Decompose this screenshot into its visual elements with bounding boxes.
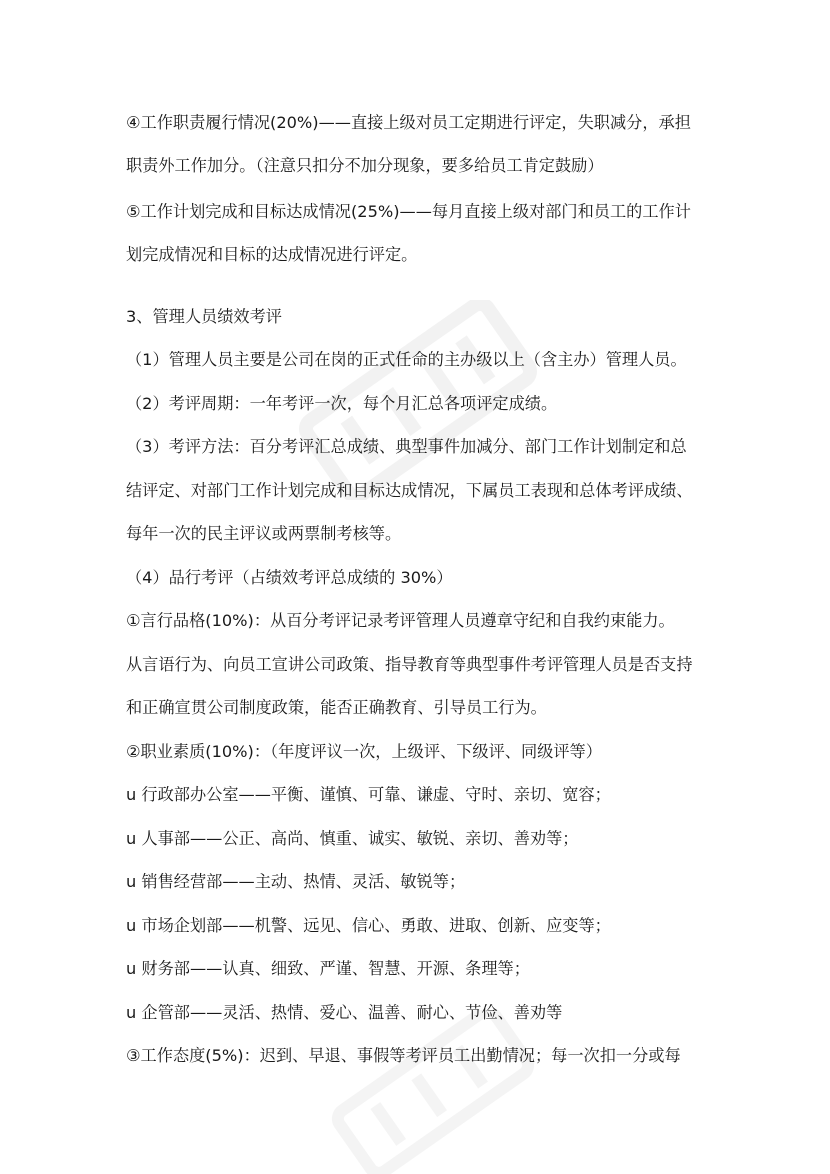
body-text-line: ③工作态度(5%)：迟到、早退、事假等考评员工出勤情况；每一次扣一分或每 xyxy=(126,1046,681,1065)
list-item: u 财务部——认真、细致、严谨、智慧、开源、条理等； xyxy=(126,959,530,978)
watermark-icon xyxy=(318,1010,548,1174)
body-text-line: （3）考评方法：百分考评汇总成绩、典型事件加减分、部门工作计划制定和总 xyxy=(126,437,687,456)
list-item: u 市场企划部——机警、远见、信心、勇敢、进取、创新、应变等； xyxy=(126,916,611,935)
body-text-line: ⑤工作计划完成和目标达成情况(25%)——每月直接上级对部门和员工的工作计 xyxy=(126,202,691,221)
list-item: u 行政部办公室——平衡、谨慎、可靠、谦虚、守时、亲切、宽容； xyxy=(126,785,611,804)
body-text-line: 职责外工作加分。（注意只扣分不加分现象，要多给员工肯定鼓励） xyxy=(126,156,604,175)
body-text-line: 每年一次的民主评议或两票制考核等。 xyxy=(126,524,402,543)
section-heading: 3、管理人员绩效考评 xyxy=(126,307,282,326)
body-text-line: （1）管理人员主要是公司在岗的正式任命的主办级以上（含主办）管理人员。 xyxy=(126,350,687,369)
body-text-line: （4）品行考评（占绩效考评总成绩的 30%） xyxy=(126,568,453,587)
body-text-line: 划完成情况和目标的达成情况进行评定。 xyxy=(126,245,418,264)
body-text-line: 从言语行为、向员工宣讲公司政策、指导教育等典型事件考评管理人员是否支持 xyxy=(126,655,693,674)
body-text-line: 和正确宣贯公司制度政策，能否正确教育、引导员工行为。 xyxy=(126,698,547,717)
list-item: u 企管部——灵活、热情、爱心、温善、耐心、节俭、善劝等 xyxy=(126,1003,563,1022)
body-text-line: ④工作职责履行情况(20%)——直接上级对员工定期进行评定，失职减分，承担 xyxy=(126,113,691,132)
list-item: u 销售经营部——主动、热情、灵活、敏锐等； xyxy=(126,872,466,891)
list-item: u 人事部——公正、高尚、慎重、诚实、敏锐、亲切、善劝等； xyxy=(126,829,579,848)
body-text-line: ①言行品格(10%)：从百分考评记录考评管理人员遵章守纪和自我约束能力。 xyxy=(126,611,675,630)
body-text-line: （2）考评周期：一年考评一次，每个月汇总各项评定成绩。 xyxy=(126,394,558,413)
body-text-line: ②职业素质(10%)：（年度评议一次，上级评、下级评、同级评等） xyxy=(126,742,602,761)
body-text-line: 结评定、对部门工作计划完成和目标达成情况，下属员工表现和总体考评成绩、 xyxy=(126,481,693,500)
